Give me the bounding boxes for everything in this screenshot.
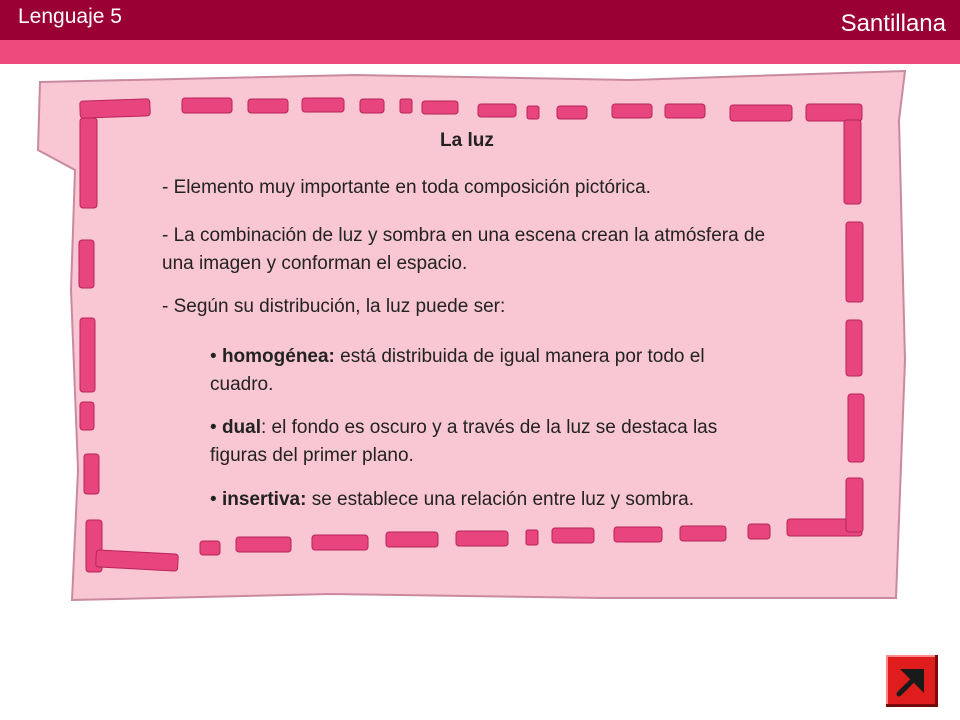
exit-button[interactable] (886, 655, 938, 707)
bullet-marker: • (210, 346, 217, 367)
slide-title: La luz (440, 130, 494, 151)
paragraph-combination: - La combinación de luz y sombra en una escena crean la atmósfera de una imagen y conforman el espacio. (162, 225, 766, 274)
bullet-marker: • (210, 417, 217, 438)
diagonal-arrow-icon (892, 661, 932, 701)
paragraph-distribution: - Según su distribución, la luz puede ser: (162, 296, 506, 317)
bullet-term: homogénea: (221, 346, 335, 367)
bullet-insertiva (210, 486, 850, 514)
bullet-dual (210, 414, 770, 470)
bullet-marker: • (210, 489, 217, 510)
bullet-homogenea (210, 343, 750, 399)
bullet-text: está distribuida de igual manera por todo el cuadro. (210, 346, 705, 395)
bullet-term: dual (221, 417, 261, 438)
paragraph-element: - Elemento muy importante en toda composición pictórica. (162, 177, 651, 198)
header-title: Lenguaje 5 (18, 5, 122, 28)
bullet-term: insertiva: (221, 489, 307, 510)
bullet-text: : el fondo es oscuro y a través de la luz se destaca las figuras del primer plano. (210, 417, 718, 466)
bullet-text: se establece una relación entre luz y sombra. (306, 489, 695, 510)
header-brand: Santillana (840, 10, 946, 37)
